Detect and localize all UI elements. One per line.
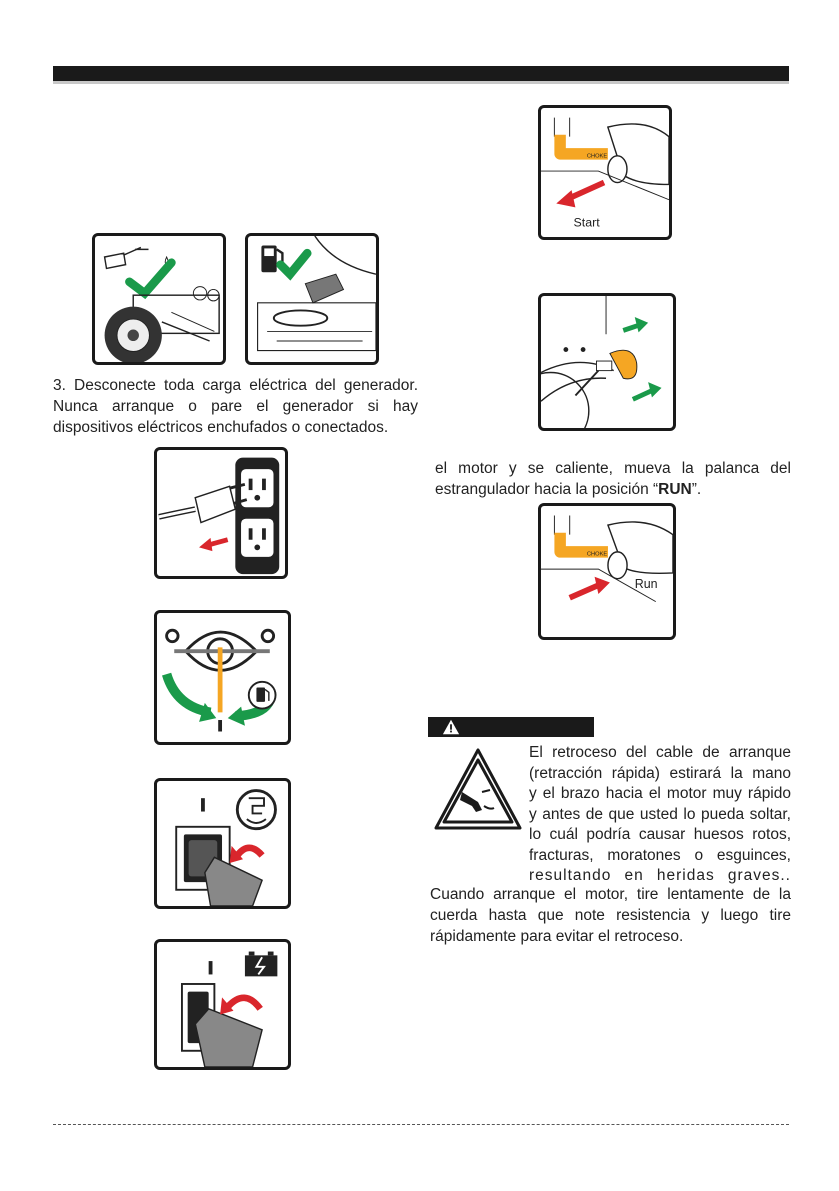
battery-switch-illustration bbox=[157, 942, 288, 1067]
header-bar-shadow bbox=[53, 81, 789, 84]
recoil-after-paragraph bbox=[430, 884, 791, 947]
warning-header-bar bbox=[428, 717, 594, 737]
warning-line: (retracción rápida) estirará la mano bbox=[529, 764, 791, 782]
fuel-check-figure bbox=[245, 233, 379, 365]
step-3-line: Nunca arranque o pare el generador si hay bbox=[53, 398, 418, 415]
choke-start-illustration bbox=[541, 108, 669, 237]
warning-line: fracturas, moratones o esguinces, bbox=[529, 846, 791, 864]
step-3-line: 3. Desconecte toda carga eléctrica del generador. bbox=[53, 377, 418, 394]
recoil-line: Cuando arranque el motor, tire lentamente de la bbox=[430, 886, 791, 903]
choke-lever-label-run: CHOKE bbox=[586, 551, 608, 558]
fuel-valve-illustration bbox=[157, 613, 288, 742]
choke-run-label: Run bbox=[634, 577, 658, 592]
choke-start-label: Start bbox=[573, 215, 600, 230]
fuel-check-illustration bbox=[248, 236, 376, 362]
engine-switch-figure bbox=[154, 778, 291, 909]
choke-knob-figure bbox=[538, 293, 676, 431]
battery-switch-figure bbox=[154, 939, 291, 1070]
choke-run-figure bbox=[538, 503, 676, 640]
unplug-figure bbox=[154, 447, 288, 579]
recoil-warning-icon bbox=[432, 746, 524, 834]
warning-line: y el brazo hacia el motor muy rápido bbox=[529, 785, 791, 802]
choke-run-text-end: ”. bbox=[691, 481, 702, 498]
choke-run-line: el motor y se caliente, mueva la palanca del bbox=[435, 460, 791, 477]
choke-run-line bbox=[435, 479, 791, 500]
recoil-line: rápidamente para evitar el retroceso. bbox=[430, 928, 684, 945]
warning-triangle-icon bbox=[442, 718, 460, 736]
step-3-line: dispositivos eléctricos enchufados o conectados. bbox=[53, 419, 389, 436]
recoil-warning-figure bbox=[432, 746, 524, 834]
choke-knob-illustration bbox=[541, 296, 673, 428]
footer-divider bbox=[53, 1124, 789, 1125]
choke-run-paragraph bbox=[435, 458, 791, 500]
warning-line: El retroceso del cable de arranque bbox=[529, 744, 791, 761]
warning-line: lo cuál podría causar huesos rotos, bbox=[529, 826, 791, 843]
step-3-paragraph bbox=[53, 375, 418, 438]
choke-start-figure bbox=[538, 105, 672, 240]
choke-run-text: estrangulador hacia la posición “ bbox=[435, 481, 659, 498]
choke-lever-label: CHOKE bbox=[586, 153, 608, 160]
engine-switch-illustration bbox=[157, 781, 288, 906]
recoil-line: cuerda hasta que note resistencia y luego tire bbox=[430, 907, 791, 924]
warning-line: resultando en heridas graves.. bbox=[529, 867, 791, 884]
warning-text bbox=[529, 743, 791, 887]
header-bar bbox=[53, 66, 789, 81]
warning-line: y antes de que usted lo pueda soltar, bbox=[529, 805, 791, 823]
oil-check-illustration bbox=[95, 236, 223, 362]
fuel-valve-figure bbox=[154, 610, 291, 745]
oil-check-figure bbox=[92, 233, 226, 365]
choke-run-bold: RUN bbox=[658, 481, 692, 498]
unplug-illustration bbox=[157, 450, 285, 576]
choke-run-illustration bbox=[541, 506, 673, 637]
